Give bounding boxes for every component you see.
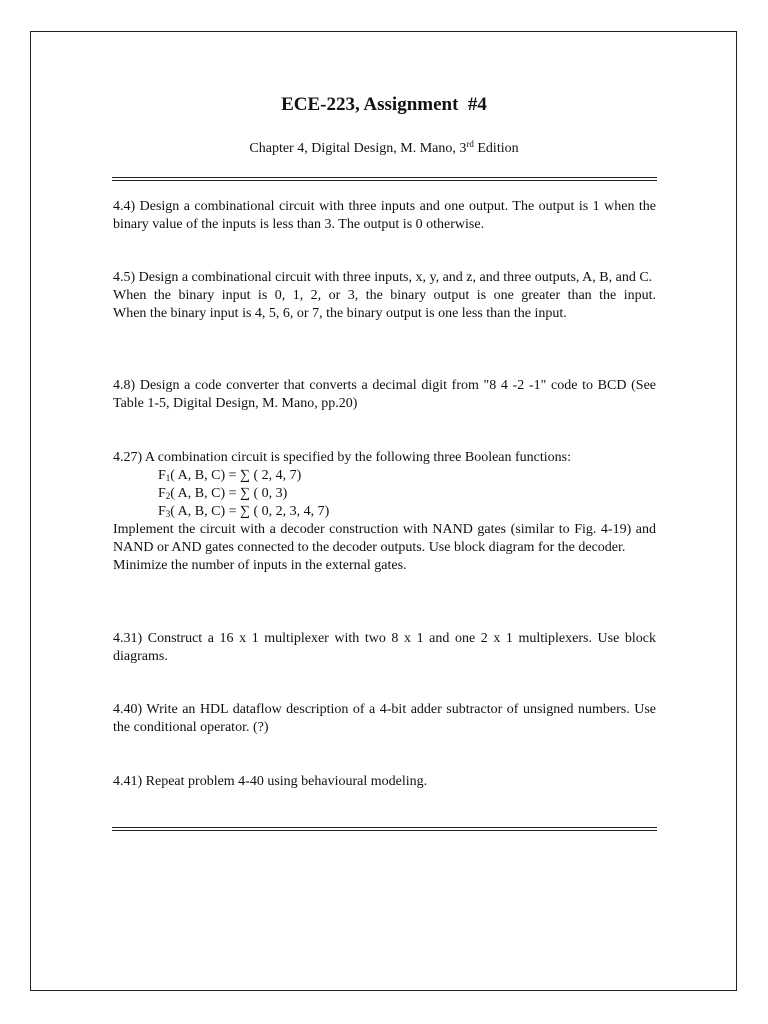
subtitle-edition: Edition	[473, 141, 519, 156]
problem-text: 4.31) Construct a 16 x 1 multiplexer with two 8 x 1 and one 2 x 1 multiplexers. Use block diagrams.	[113, 631, 656, 664]
boolean-function-f2: $F_2$( A, B, C) = ∑ ( 0, 3)	[158, 486, 288, 501]
boolean-function-f3: $F_3$( A, B, C) = ∑ ( 0, 2, 3, 4, 7)	[158, 504, 330, 519]
subtitle-text: Chapter 4, Digital Design, M. Mano, 3	[249, 141, 467, 156]
problem-4-8	[113, 377, 656, 413]
problem-text: When the binary input is 0, 1, 2, or 3, the binary output is one greater than the input.	[113, 288, 656, 303]
problem-4-40	[113, 701, 656, 737]
problem-text: Minimize the number of inputs in the external gates.	[113, 558, 407, 573]
problem-text: 4.4) Design a combinational circuit with three inputs and one output. The output is 1 when the binary value of the inputs is less than 3. The output is 0 otherwise.	[113, 199, 656, 232]
problem-text: 4.41) Repeat problem 4-40 using behavioural modeling.	[113, 774, 428, 789]
problem-intro: 4.27) A combination circuit is specified by the following three Boolean functions:	[113, 450, 572, 465]
boolean-function-f1: $F_1$( A, B, C) = ∑ ( 2, 4, 7)	[158, 468, 302, 483]
problem-4-27	[113, 449, 656, 575]
problem-4-31	[113, 630, 656, 666]
problem-text: Implement the circuit with a decoder construction with NAND gates (similar to Fig. 4-19) and NAND or AND gates connected to the decoder outputs. Use block diagram for the decoder.	[113, 522, 656, 555]
problem-4-41	[113, 773, 656, 791]
page-subtitle	[0, 141, 768, 157]
subtitle-superscript: rd	[466, 139, 474, 149]
problem-text: 4.5) Design a combinational circuit with three inputs, x, y, and z, and three outputs, A, B, and C.	[113, 270, 653, 285]
problem-text: 4.40) Write an HDL dataflow description of a 4-bit adder subtractor of unsigned numbers. Use the conditional operator. (?)	[113, 702, 656, 735]
top-double-rule	[112, 177, 657, 181]
page-title: ECE-223, Assignment #4	[281, 94, 487, 115]
bottom-double-rule	[112, 827, 657, 831]
problem-4-4	[113, 198, 656, 234]
problem-4-5	[113, 269, 656, 323]
problem-text: 4.8) Design a code converter that converts a decimal digit from "8 4 -2 -1" code to BCD (See Table 1-5, Digital Design, M. Mano, pp.20)	[113, 378, 656, 411]
problem-text: When the binary input is 4, 5, 6, or 7, the binary output is one less than the input.	[113, 306, 567, 321]
